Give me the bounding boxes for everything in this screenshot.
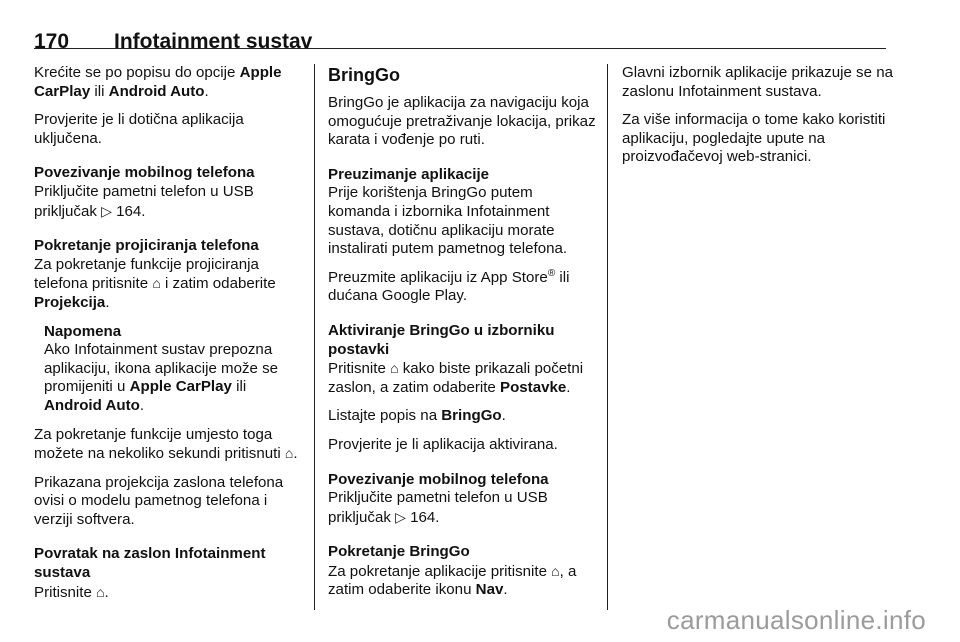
option-apple-carplay: Apple CarPlay bbox=[34, 64, 282, 100]
header-rule bbox=[34, 48, 886, 49]
paragraph: Za pokretanje funkcije umjesto toga možete na nekoliko sekundi pritisnuti ⌂. bbox=[34, 425, 298, 463]
home-icon: ⌂ bbox=[551, 562, 560, 579]
page-reference[interactable]: 164 bbox=[410, 508, 436, 526]
column-left bbox=[34, 64, 302, 612]
paragraph: Pritisnite ⌂ kako biste prikazali početni zaslon, a zatim odaberite Postavke. bbox=[328, 360, 584, 396]
paragraph: Za više informacija o tome kako koristiti aplikaciju, pogledajte upute na proizvođačevoj web-stranici. bbox=[622, 111, 886, 166]
section-heading: Povezivanje mobilnog telefona bbox=[328, 470, 549, 488]
paragraph: Pritisnite ⌂. bbox=[34, 583, 109, 601]
paragraph: Za pokretanje aplikacije pritisnite ⌂, a zatim odaberite ikonu Nav. bbox=[328, 562, 577, 599]
paragraph: Provjerite je li aplikacija aktivirana. bbox=[328, 435, 558, 453]
paragraph: Prije korištenja BringGo putem komanda i izbornika Infotainment sustava, dotičnu aplikaciju morate instalirati putem pametnog telefona. bbox=[328, 184, 568, 258]
section-heading: Pokretanje BringGo bbox=[328, 543, 470, 561]
home-icon: ⌂ bbox=[152, 275, 161, 292]
paragraph: Za pokretanje funkcije projiciranja telefona pritisnite ⌂ i zatim odaberite Projekcija. bbox=[34, 255, 276, 311]
section-heading: Preuzimanje aplikacije bbox=[328, 165, 490, 183]
note-box bbox=[44, 323, 302, 416]
note-text: Ako Infotainment sustav prepozna aplikaciju, ikona aplikacije može se promijeniti u Apple CarPlay ili Android Auto. bbox=[44, 341, 279, 414]
paragraph: Provjerite je li dotična aplikacija uključena. bbox=[34, 111, 244, 147]
paragraph: Glavni izbornik aplikacije prikazuje se na zaslonu Infotainment sustava. bbox=[622, 64, 893, 100]
option-android-auto: Android Auto bbox=[108, 82, 205, 100]
option-bringgo: BringGo bbox=[441, 407, 502, 425]
paragraph: Preuzmite aplikaciju iz App Store® ili dućana Google Play. bbox=[328, 267, 570, 305]
paragraph: Listajte popis na BringGo. bbox=[328, 407, 506, 425]
column-middle bbox=[328, 64, 596, 610]
home-icon: ⌂ bbox=[284, 445, 294, 462]
note-label: Napomena bbox=[44, 322, 122, 340]
section-heading: Pokretanje projiciranja telefona bbox=[34, 237, 259, 255]
home-icon: ⌂ bbox=[390, 360, 399, 377]
column-right bbox=[622, 64, 894, 177]
page-reference[interactable]: 164 bbox=[116, 202, 142, 220]
chapter-title: Infotainment sustav bbox=[114, 30, 313, 53]
option-projekcija: Projekcija bbox=[34, 293, 106, 311]
column-divider bbox=[314, 64, 315, 610]
paragraph: Krećite se po popisu do opcije Apple CarPlay ili Android Auto. bbox=[34, 64, 282, 100]
paragraph: Priključite pametni telefon u USB priključak ▷ 164. bbox=[328, 489, 548, 526]
paragraph: Prikazana projekcija zaslona telefona ovisi o modelu pametnog telefona i verziji softvera. bbox=[34, 473, 284, 528]
watermark: carmanualsonline.info bbox=[666, 605, 926, 635]
column-divider bbox=[607, 64, 608, 610]
section-heading: Aktiviranje BringGo u izborniku postavki bbox=[328, 321, 555, 358]
section-heading: Povezivanje mobilnog telefona bbox=[34, 164, 255, 182]
section-title: BringGo bbox=[328, 65, 400, 85]
option-nav: Nav bbox=[475, 581, 504, 599]
page-number: 170 bbox=[34, 30, 70, 53]
section-heading: Povratak na zaslon Infotainment sustava bbox=[34, 545, 266, 582]
paragraph: Priključite pametni telefon u USB priključak ▷ 164. bbox=[34, 182, 254, 220]
home-icon: ⌂ bbox=[96, 583, 105, 600]
page-reference-icon[interactable]: ▷ bbox=[101, 202, 112, 219]
page-reference-icon[interactable]: ▷ bbox=[395, 508, 406, 525]
paragraph: BringGo je aplikacija za navigaciju koja omogućuje pretraživanje lokacija, prikaz karata i vođenje po ruti. bbox=[328, 94, 596, 149]
option-postavke: Postavke bbox=[500, 378, 567, 396]
